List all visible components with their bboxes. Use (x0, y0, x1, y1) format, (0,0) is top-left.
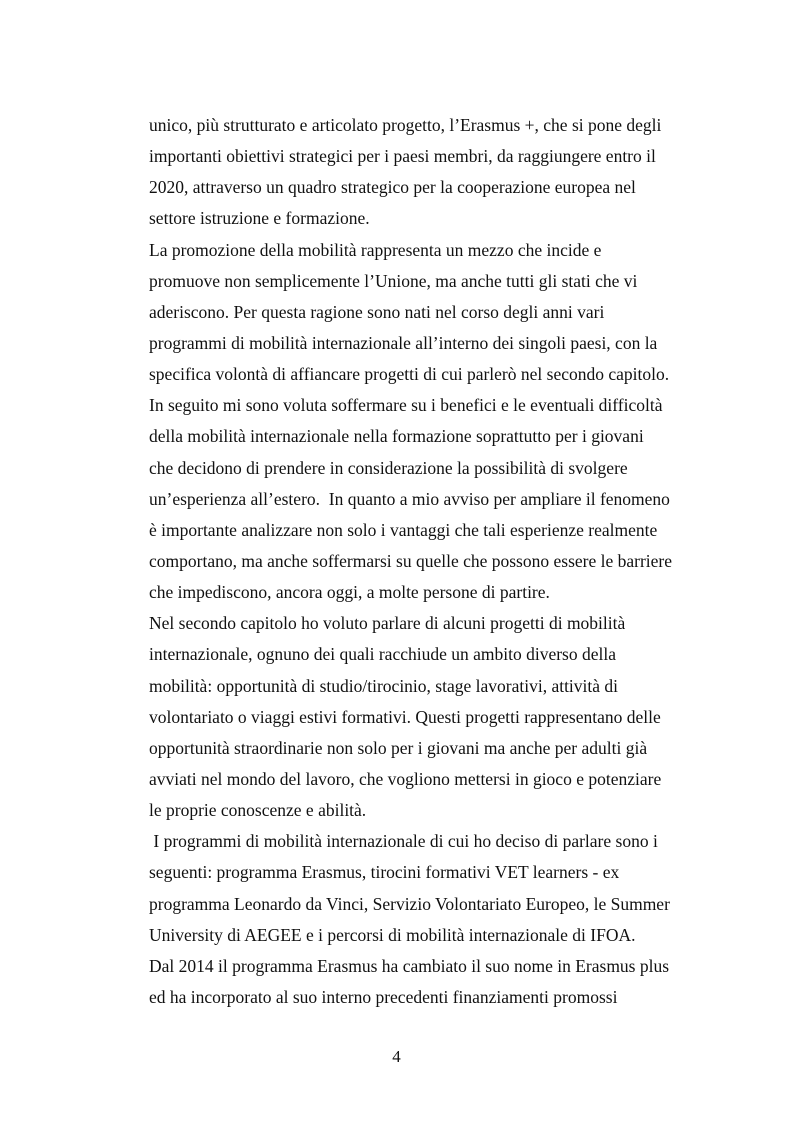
text-line: seguenti: programma Erasmus, tirocini formativi VET learners - ex (149, 862, 620, 883)
text-line: volontariato o viaggi estivi formativi. Questi progetti rappresentano delle (149, 706, 661, 727)
text-line: Nel secondo capitolo ho voluto parlare di alcuni progetti di mobilità (149, 613, 626, 634)
text-line: comportano, ma anche soffermarsi su quelle che possono essere le barriere (149, 550, 673, 571)
text-line: I programmi di mobilità internazionale di cui ho deciso di parlare sono i (149, 831, 658, 852)
page-number: 4 (392, 1047, 401, 1066)
text-line: internazionale, ognuno dei quali racchiude un ambito diverso della (149, 644, 616, 665)
text-line: unico, più strutturato e articolato progetto, l’Erasmus +, che si pone degli (149, 115, 662, 135)
text-line: 2020, attraverso un quadro strategico per la cooperazione europea nel (149, 177, 636, 198)
text-line: un’esperienza all’estero. In quanto a mio avviso per ampliare il fenomeno (149, 488, 670, 509)
text-line: che decidono di prendere in considerazione la possibilità di svolgere (149, 457, 628, 478)
text-line: avviati nel mondo del lavoro, che vogliono mettersi in gioco e potenziare (149, 768, 662, 789)
text-line: University di AEGEE e i percorsi di mobilità internazionale di IFOA. (149, 924, 636, 945)
text-line: Dal 2014 il programma Erasmus ha cambiato il suo nome in Erasmus plus (149, 955, 670, 976)
text-line: aderiscono. Per questa ragione sono nati nel corso degli anni vari (149, 301, 605, 322)
text-line: promuove non semplicemente l’Unione, ma anche tutti gli stati che vi (149, 270, 638, 291)
text-line: è importante analizzare non solo i vantaggi che tali esperienze realmente (149, 519, 658, 540)
text-line: della mobilità internazionale nella formazione soprattutto per i giovani (149, 426, 644, 447)
body-text (149, 110, 689, 1013)
text-line: mobilità: opportunità di studio/tirocinio, stage lavorativi, attività di (149, 675, 619, 696)
text-line: che impediscono, ancora oggi, a molte persone di partire. (149, 582, 550, 603)
text-line: opportunità straordinarie non solo per i giovani ma anche per adulti già (149, 737, 648, 758)
text-line: le proprie conoscenze e abilità. (149, 800, 367, 821)
text-line: settore istruzione e formazione. (149, 208, 370, 229)
text-line: programmi di mobilità internazionale all’interno dei singoli paesi, con la (149, 332, 658, 353)
text-line: importanti obiettivi strategici per i paesi membri, da raggiungere entro il (149, 146, 656, 167)
text-line: ed ha incorporato al suo interno precedenti finanziamenti promossi (149, 986, 618, 1007)
text-line: specifica volontà di affiancare progetti di cui parlerò nel secondo capitolo. (149, 364, 670, 385)
text-line: In seguito mi sono voluta soffermare su i benefici e le eventuali difficoltà (149, 395, 663, 416)
text-line: programma Leonardo da Vinci, Servizio Volontariato Europeo, le Summer (149, 893, 670, 914)
text-line: La promozione della mobilità rappresenta un mezzo che incide e (149, 239, 602, 260)
